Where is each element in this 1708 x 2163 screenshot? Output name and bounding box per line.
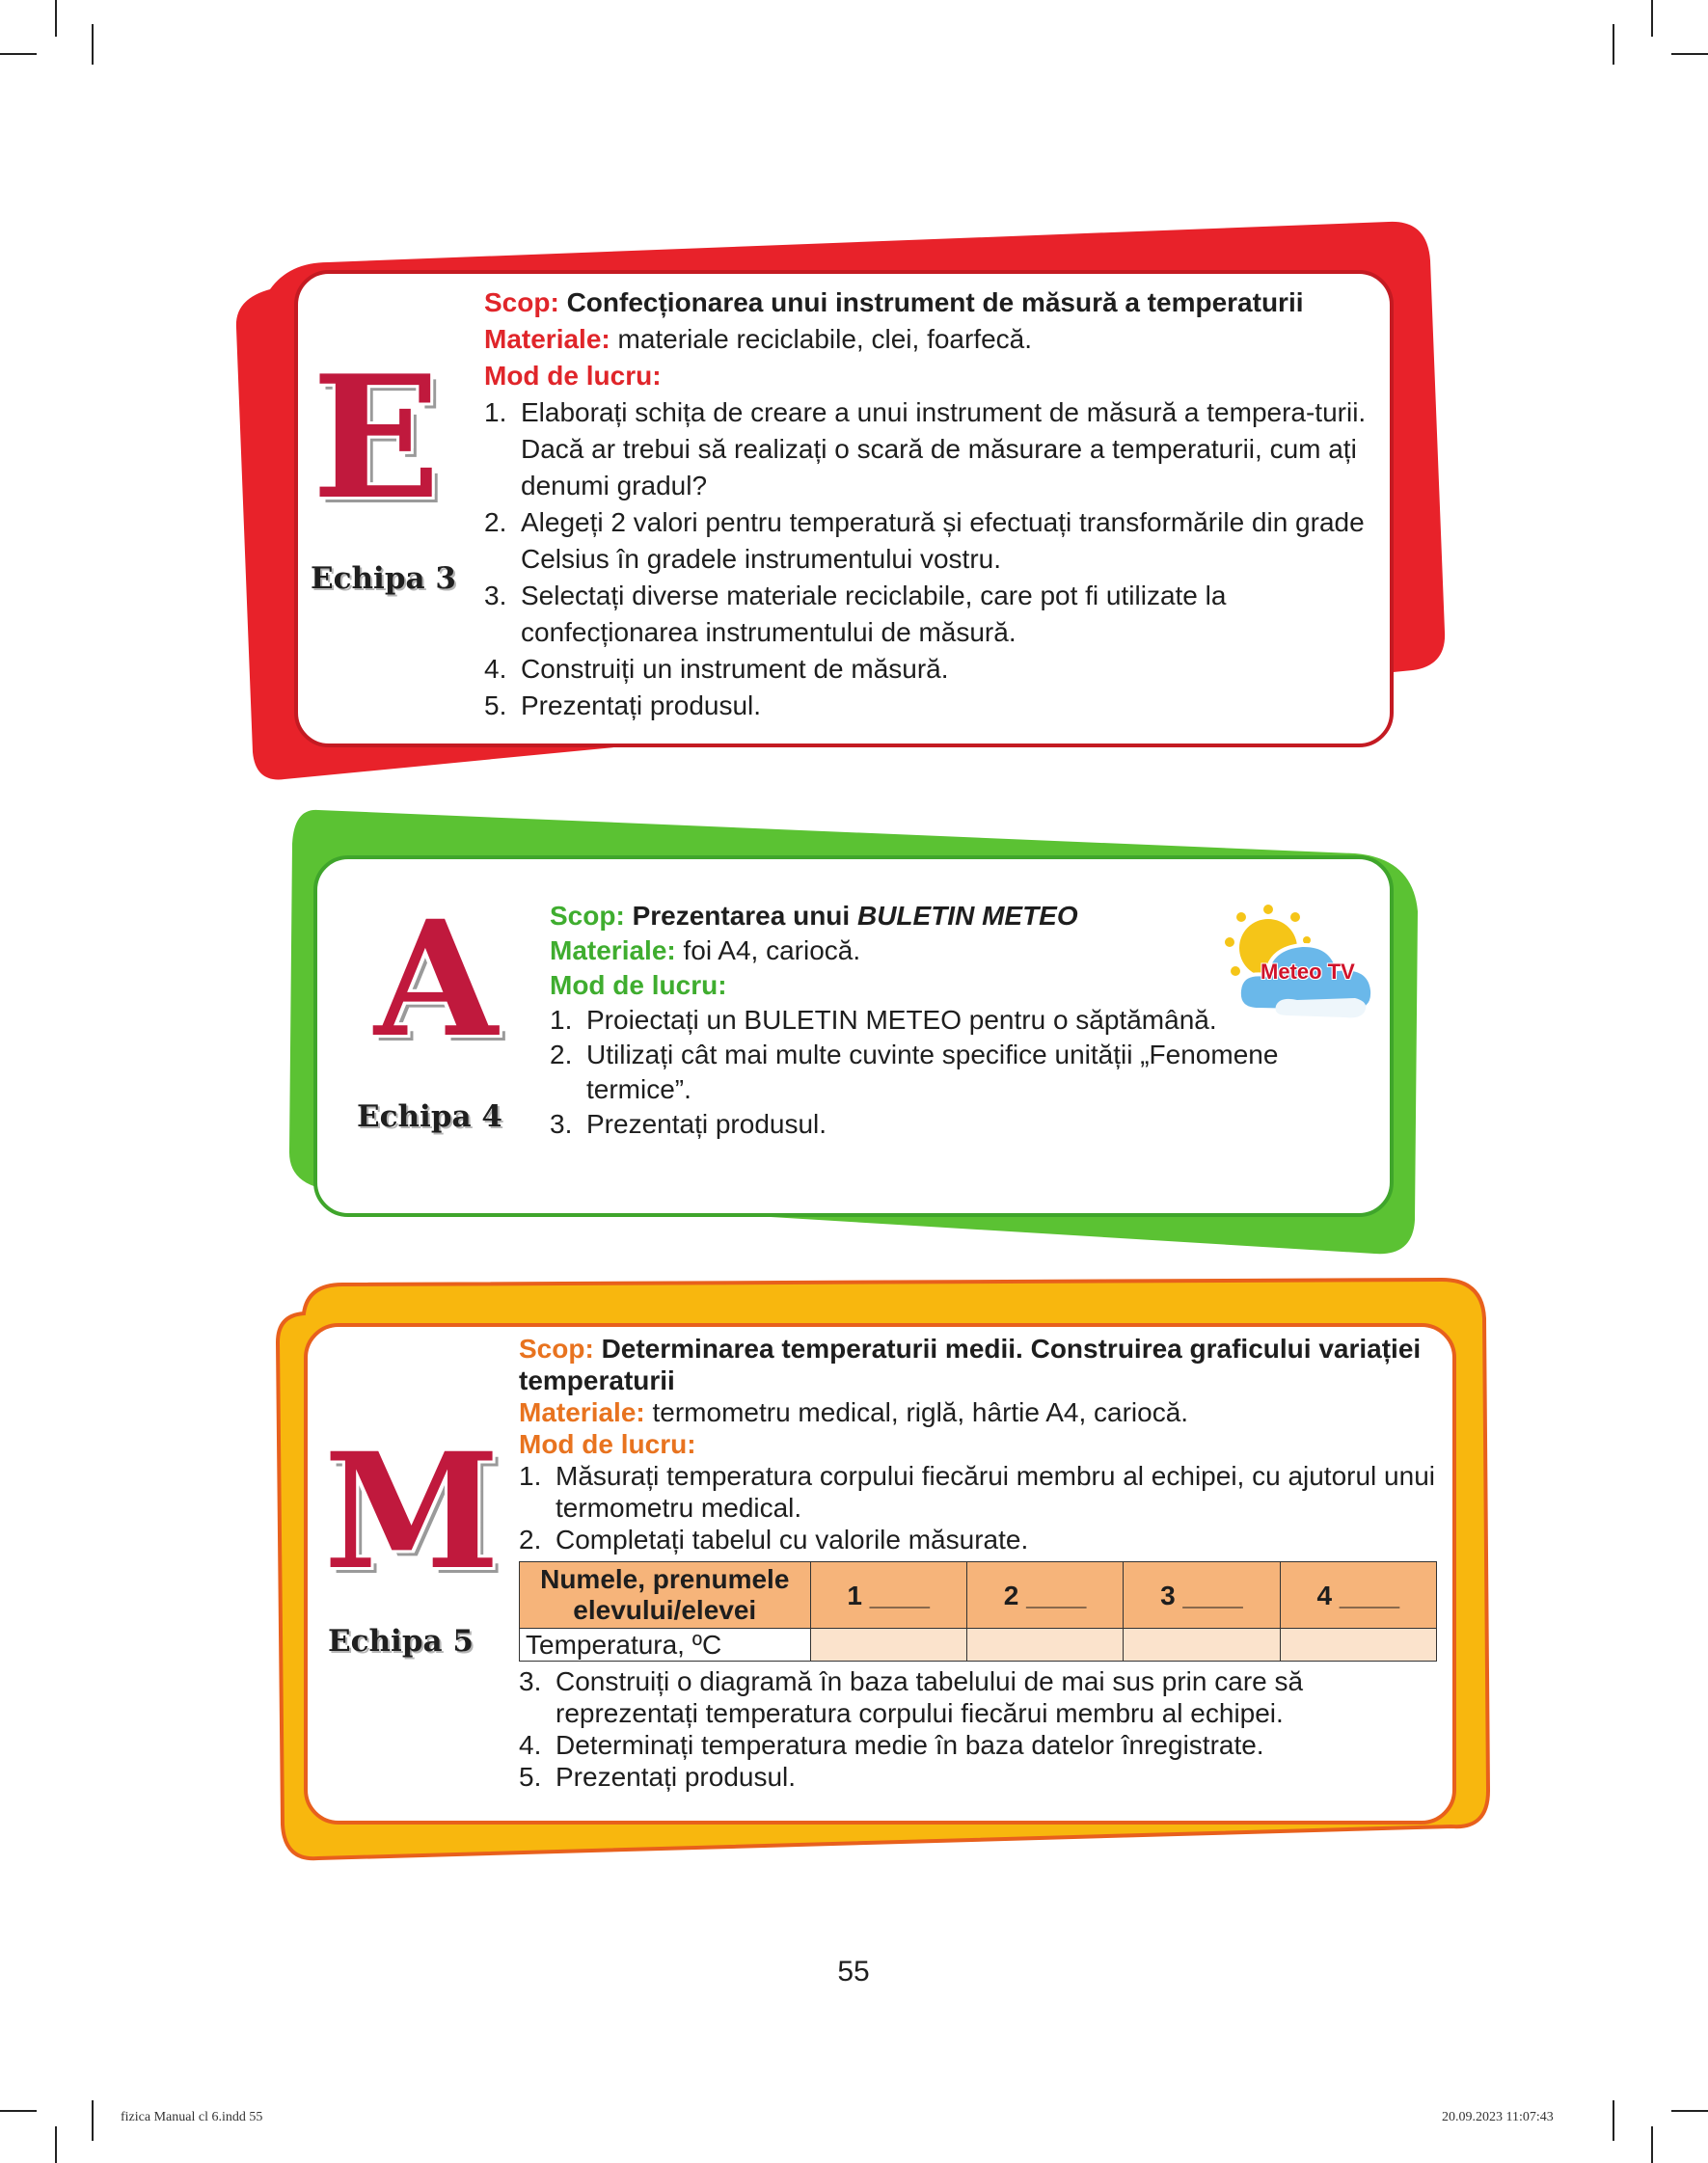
materiale-label: Materiale: [484,324,610,354]
materiale-label: Materiale: [519,1397,645,1427]
steps-list [484,394,1371,724]
scop-text: Prezentarea unui [632,901,857,931]
step-item: 3. Construiți o diagramă în baza tabelului de mai sus prin care să reprezentați temperatura corpului fiecărui membru al echipei. [519,1666,1304,1728]
steps-list [550,1003,1279,1142]
step-item: 2. Utilizați cât mai multe cuvinte specifice unității „Fenomene termice”. [550,1040,1279,1104]
steps-list [519,1460,1445,1555]
step-item: 4. Determinați temperatura medie în baza datelor înregistrate. [519,1730,1264,1760]
table-header-name: Numele, prenumele elevului/elevei [520,1562,811,1629]
materiale-line [519,1396,1445,1428]
step-item: 3. Prezentați produsul. [550,1109,827,1139]
table-cell[interactable] [810,1629,966,1662]
scop-line [550,899,1321,933]
step-item: 1. Măsurați temperatura corpului fiecărui membru al echipei, cu ajutorul unui termometru medical. [519,1461,1435,1523]
mod-label: Mod de lucru: [550,970,727,1000]
card-team-3 [231,212,1447,791]
team-label: Echipa 4 [357,1099,502,1134]
card-e-content [484,284,1371,724]
scop-label: Scop: [484,287,559,317]
letter-a: A [373,885,499,1072]
temperature-table [519,1561,1437,1662]
step-item: 4. Construiți un instrument de măsură. [484,654,949,684]
table-cell[interactable] [1280,1629,1436,1662]
scop-label: Scop: [550,901,625,931]
materiale-text: materiale reciclabile, clei, foarfecă. [617,324,1033,354]
materiale-line [550,933,1321,968]
step-item: 5. Prezentați produsul. [484,690,762,720]
card-team-5 [275,1275,1490,1873]
table-row [520,1629,1437,1662]
mod-label: Mod de lucru: [519,1429,696,1459]
steps-list-after [519,1665,1445,1793]
scop-line [484,284,1371,321]
materiale-line [484,321,1371,358]
step-item: 5. Prezentați produsul. [519,1762,797,1792]
scop-text: Determinarea temperaturii medii. Construirea graficului variației temperaturii [519,1334,1422,1395]
table-header-col: 1 ____ [810,1562,966,1629]
table-header-col: 3 ____ [1124,1562,1280,1629]
materiale-text: termometru medical, riglă, hârtie A4, cariocă. [652,1397,1189,1427]
table-cell[interactable] [966,1629,1123,1662]
table-row [520,1562,1437,1629]
footer-datetime: 20.09.2023 11:07:43 [1442,2110,1554,2124]
step-item: 1. Elaborați schița de creare a unui instrument de măsură a tempera-turii. Dacă ar trebui să realizați o scară de măsurare a temperaturii, cum ați denumi gradul? [484,397,1367,500]
materiale-label: Materiale: [550,935,676,965]
letter-e: E [312,339,441,537]
table-header-col: 2 ____ [966,1562,1123,1629]
table-header-col: 4 ____ [1280,1562,1436,1629]
letter-m: M [323,1418,501,1605]
scop-italic: BULETIN METEO [856,901,1078,931]
team-label: Echipa 3 [311,561,456,596]
table-cell[interactable] [1124,1629,1280,1662]
scop-text: Confecționarea unui instrument de măsură a temperaturii [566,287,1304,317]
materiale-text: foi A4, cariocă. [683,935,861,965]
card-a-content [550,899,1321,1142]
scop-line [519,1333,1445,1396]
scop-label: Scop: [519,1334,594,1364]
step-item: 3. Selectați diverse materiale reciclabile, care pot fi utilizate la confecționarea instrumentului de măsură. [484,581,1227,647]
card-team-4 [285,805,1423,1258]
team-label: Echipa 5 [328,1624,474,1659]
card-m-content [519,1333,1445,1793]
meteo-tv-logo [1220,902,1379,1022]
step-item: 2. Completați tabelul cu valorile măsurate. [519,1525,1029,1555]
footer-file: fizica Manual cl 6.indd 55 [121,2110,263,2124]
step-item: 2. Alegeți 2 valori pentru temperatură și efectuați transformările din grade Celsius în gradele instrumentului vostru. [484,507,1365,574]
step-item: 1. Proiectați un BULETIN METEO pentru o săptămână. [550,1005,1217,1035]
table-row-label: Temperatura, ºC [520,1629,811,1662]
meteo-tv-label: Meteo TV [1261,960,1355,984]
page-number: 55 [837,1956,870,1987]
mod-label: Mod de lucru: [484,361,662,391]
